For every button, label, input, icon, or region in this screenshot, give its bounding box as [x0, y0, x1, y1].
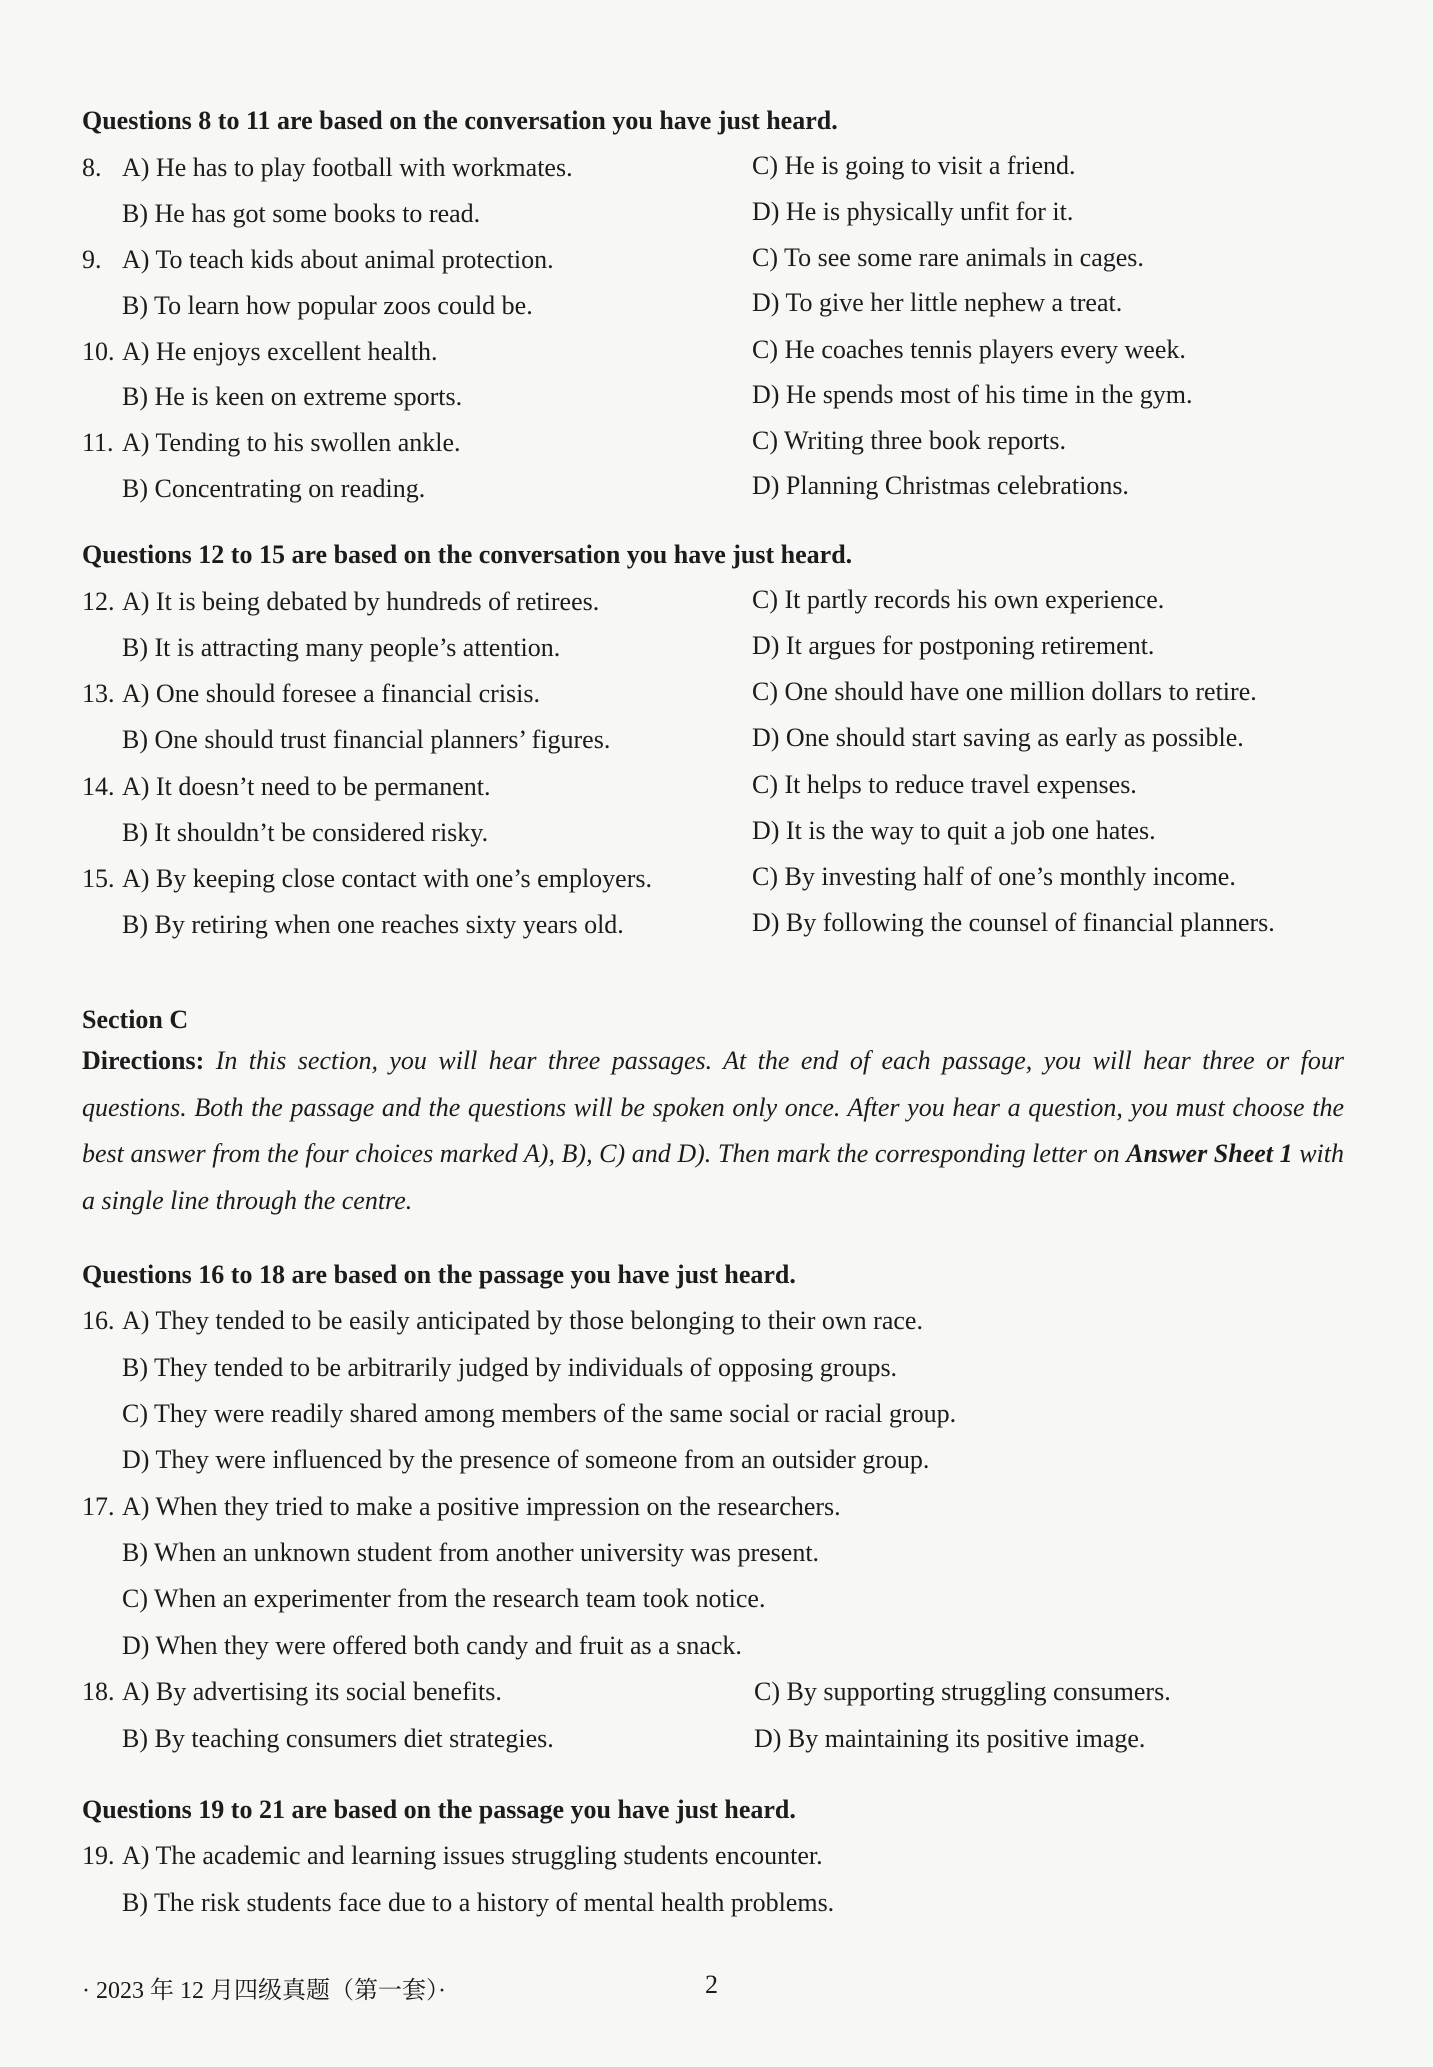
question-12-option-c: C) It partly records his own experience. — [752, 585, 1165, 614]
group-heading-12-15: Questions 12 to 15 are based on the conversation you have just heard. — [82, 540, 853, 569]
question-12-option-a: 12. A) It is being debated by hundreds of retirees. — [82, 587, 600, 616]
question-16-option-b: B) They tended to be arbitrarily judged by individuals of opposing groups. — [122, 1353, 898, 1382]
question-12-option-d: D) It argues for postponing retirement. — [752, 631, 1155, 660]
question-number: 12. — [82, 587, 115, 616]
question-17-option-a: 17. A) When they tried to make a positive impression on the researchers. — [82, 1492, 841, 1521]
question-16-option-d: D) They were influenced by the presence of someone from an outsider group. — [122, 1445, 930, 1474]
group-heading-8-11: Questions 8 to 11 are based on the conversation you have just heard. — [82, 106, 838, 135]
question-8-option-a: 8. A) He has to play football with workmates. — [82, 153, 573, 182]
question-11-option-a: 11. A) Tending to his swollen ankle. — [82, 428, 461, 457]
question-10-option-b: B) He is keen on extreme sports. — [122, 382, 463, 411]
question-18-option-b: B) By teaching consumers diet strategies. — [122, 1724, 554, 1753]
question-11-option-b: B) Concentrating on reading. — [122, 474, 426, 503]
question-13-option-b: B) One should trust financial planners’ figures. — [122, 725, 611, 754]
page-number: 2 — [705, 1970, 718, 1999]
question-number: 18. — [82, 1677, 115, 1706]
question-14-option-c: C) It helps to reduce travel expenses. — [752, 770, 1137, 799]
question-17-option-b: B) When an unknown student from another university was present. — [122, 1538, 820, 1567]
question-16-option-a: 16. A) They tended to be easily anticipated by those belonging to their own race. — [82, 1306, 923, 1335]
section-directions — [82, 1038, 1344, 1224]
question-15-option-b: B) By retiring when one reaches sixty years old. — [122, 910, 624, 939]
question-14-option-a: 14. A) It doesn’t need to be permanent. — [82, 772, 491, 801]
question-9-option-c: C) To see some rare animals in cages. — [752, 243, 1144, 272]
question-13-option-d: D) One should start saving as early as possible. — [752, 723, 1244, 752]
question-number: 14. — [82, 772, 115, 801]
group-heading-19-21: Questions 19 to 21 are based on the passage you have just heard. — [82, 1795, 796, 1824]
question-number: 11. — [82, 428, 114, 457]
question-11-option-c: C) Writing three book reports. — [752, 426, 1067, 455]
question-8-option-c: C) He is going to visit a friend. — [752, 151, 1076, 180]
question-number: 17. — [82, 1492, 115, 1521]
question-10-option-a: 10. A) He enjoys excellent health. — [82, 337, 438, 366]
question-16-option-c: C) They were readily shared among members of the same social or racial group. — [122, 1399, 957, 1428]
question-number: 13. — [82, 679, 115, 708]
question-8-option-d: D) He is physically unfit for it. — [752, 197, 1074, 226]
question-8-option-b: B) He has got some books to read. — [122, 199, 481, 228]
directions-text: In this section, you will hear three passages. At the end of each passage, you will hear three or four questions. Both the passage and the questions will be spoken only once. After you hear a question, you must choose the best answer from the four choices marked A), B), C) and D). Then mark the corresponding letter on Answer Sheet 1 with a single line through the centre. — [82, 1046, 1345, 1215]
question-13-option-c: C) One should have one million dollars to retire. — [752, 677, 1257, 706]
question-18-option-a: 18. A) By advertising its social benefits. — [82, 1677, 502, 1706]
question-19-option-b: B) The risk students face due to a history of mental health problems. — [122, 1888, 835, 1917]
question-18-option-d: D) By maintaining its positive image. — [754, 1724, 1146, 1753]
question-15-option-d: D) By following the counsel of financial planners. — [752, 908, 1275, 937]
question-17-option-d: D) When they were offered both candy and fruit as a snack. — [122, 1631, 742, 1660]
question-number: 9. — [82, 245, 102, 274]
question-number: 16. — [82, 1306, 115, 1335]
question-10-option-d: D) He spends most of his time in the gym. — [752, 380, 1193, 409]
question-number: 19. — [82, 1841, 115, 1870]
group-heading-16-18: Questions 16 to 18 are based on the passage you have just heard. — [82, 1260, 796, 1289]
answer-sheet-ref: Answer Sheet 1 — [1126, 1139, 1293, 1168]
question-number: 8. — [82, 153, 102, 182]
question-13-option-a: 13. A) One should foresee a financial crisis. — [82, 679, 541, 708]
directions-label: Directions: — [82, 1046, 205, 1075]
question-18-option-c: C) By supporting struggling consumers. — [754, 1677, 1171, 1706]
question-14-option-d: D) It is the way to quit a job one hates. — [752, 816, 1156, 845]
question-14-option-b: B) It shouldn’t be considered risky. — [122, 818, 489, 847]
question-12-option-b: B) It is attracting many people’s attention. — [122, 633, 561, 662]
question-9-option-d: D) To give her little nephew a treat. — [752, 288, 1123, 317]
question-11-option-d: D) Planning Christmas celebrations. — [752, 471, 1129, 500]
footer-exam-title: · 2023 年 12 月四级真题（第一套）· — [82, 1978, 446, 2004]
question-9-option-b: B) To learn how popular zoos could be. — [122, 291, 533, 320]
question-15-option-c: C) By investing half of one’s monthly income. — [752, 862, 1236, 891]
question-19-option-a: 19. A) The academic and learning issues struggling students encounter. — [82, 1841, 823, 1870]
question-17-option-c: C) When an experimenter from the research team took notice. — [122, 1584, 766, 1613]
question-number: 10. — [82, 337, 115, 366]
question-number: 15. — [82, 864, 115, 893]
section-title: Section C — [82, 1005, 189, 1034]
question-10-option-c: C) He coaches tennis players every week. — [752, 335, 1186, 364]
question-9-option-a: 9. A) To teach kids about animal protection. — [82, 245, 554, 274]
question-15-option-a: 15. A) By keeping close contact with one’s employers. — [82, 864, 652, 893]
